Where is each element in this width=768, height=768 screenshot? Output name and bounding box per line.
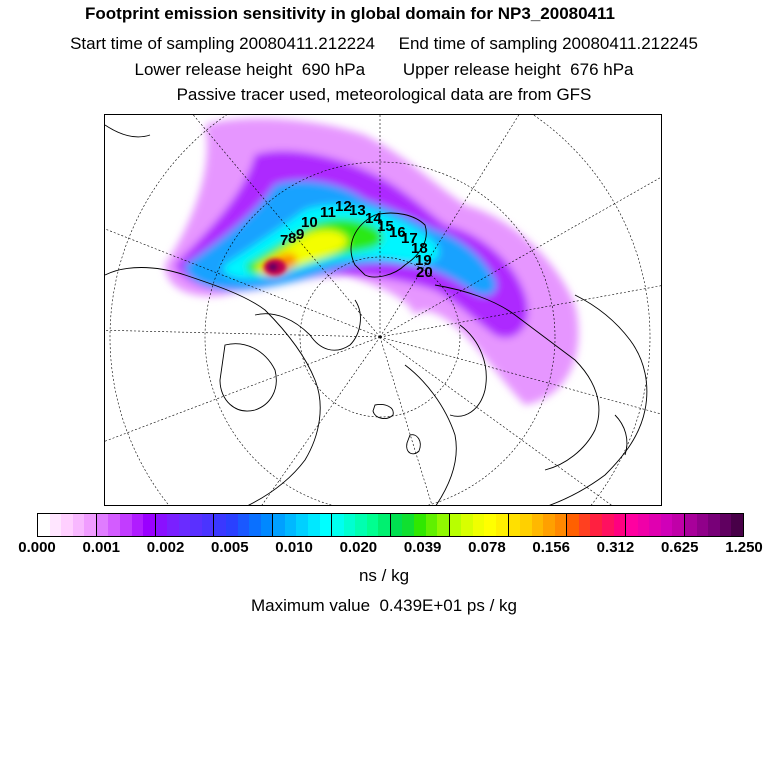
meridian — [105, 337, 380, 445]
colorbar-cell — [202, 514, 214, 536]
coast-alaska — [105, 125, 150, 137]
colorbar-cell — [461, 514, 473, 536]
colorbar-tick-label: 0.020 — [339, 539, 378, 556]
coast-japan — [615, 415, 627, 455]
colorbar-tick-label: 0.000 — [18, 539, 56, 556]
colorbar-cell — [167, 514, 179, 536]
trajectory-label: 10 — [301, 214, 318, 231]
colorbar-cell — [684, 514, 697, 536]
colorbar-cell — [261, 514, 273, 536]
trajectory-label: 7 — [280, 232, 289, 249]
colorbar-cell — [50, 514, 62, 536]
coast-canada-islands — [255, 300, 360, 350]
trajectory-label: 8 — [288, 230, 297, 247]
colorbar-tick-label: 0.078 — [468, 539, 506, 556]
colorbar-cell — [238, 514, 250, 536]
colorbar-cell — [84, 514, 96, 536]
sampling-time-line: Start time of sampling 20080411.212224 End time of sampling 20080411.212245 — [70, 34, 698, 53]
colorbar-cell — [543, 514, 555, 536]
trajectory-label: 18 — [411, 240, 428, 257]
maximum-value: Maximum value 0.439E+01 ps / kg — [251, 596, 517, 615]
colorbar-cell — [355, 514, 367, 536]
colorbar-cell — [378, 514, 390, 536]
colorbar-tick-label: 0.010 — [275, 539, 313, 556]
colorbar-units: ns / kg — [358, 566, 410, 585]
colorbar-tick-label: 0.005 — [211, 539, 249, 556]
trajectory-label: 11 — [320, 204, 336, 221]
colorbar-cell — [555, 514, 567, 536]
trajectory-label: 20 — [416, 264, 433, 281]
colorbar-cell — [73, 514, 85, 536]
footprint-map — [104, 114, 662, 506]
colorbar-ticks — [0, 537, 768, 561]
colorbar-cell — [61, 514, 73, 536]
colorbar-cell — [625, 514, 638, 536]
trajectory-label: 13 — [349, 202, 366, 219]
colorbar-cell — [602, 514, 614, 536]
colorbar-cell — [402, 514, 414, 536]
colorbar-cell — [96, 514, 109, 536]
colorbar-cell — [579, 514, 591, 536]
colorbar-cell — [708, 514, 720, 536]
colorbar-cell — [638, 514, 650, 536]
colorbar-cell — [344, 514, 356, 536]
coast-north-america — [105, 268, 320, 507]
colorbar-cell — [731, 514, 743, 536]
sensitivity-field — [165, 118, 578, 405]
colorbar-tick-label: 0.039 — [403, 539, 442, 556]
colorbar-cell — [320, 514, 332, 536]
colorbar-tick-label: 0.002 — [146, 539, 185, 556]
colorbar-cell — [449, 514, 462, 536]
colorbar-cell — [390, 514, 403, 536]
coast-europe — [405, 365, 456, 506]
colorbar-tick-label: 0.625 — [660, 539, 699, 556]
meridian — [380, 337, 435, 506]
colorbar-cell — [249, 514, 261, 536]
colorbar — [37, 513, 744, 537]
coast-uk — [407, 435, 421, 454]
field-peak-core — [268, 263, 278, 271]
colorbar-cell — [508, 514, 521, 536]
colorbar-cell — [108, 514, 120, 536]
colorbar-cell — [331, 514, 344, 536]
coast-iceland — [373, 404, 393, 418]
colorbar-cell — [426, 514, 438, 536]
colorbar-tick-label: 1.250 — [725, 539, 763, 556]
colorbar-cell — [614, 514, 626, 536]
colorbar-cell — [132, 514, 144, 536]
colorbar-cell — [720, 514, 732, 536]
coast-hudson-bay — [220, 344, 276, 411]
colorbar-cell — [520, 514, 532, 536]
colorbar-cell — [367, 514, 379, 536]
colorbar-cell — [120, 514, 132, 536]
map-canvas — [105, 115, 662, 506]
colorbar-cell — [213, 514, 226, 536]
colorbar-cell — [473, 514, 485, 536]
colorbar-cell — [437, 514, 449, 536]
trajectory-label: 15 — [377, 218, 394, 235]
trajectory-label: 16 — [389, 224, 406, 241]
meridian — [255, 337, 380, 506]
colorbar-cell — [296, 514, 308, 536]
colorbar-cell — [672, 514, 684, 536]
colorbar-tick-label: 0.156 — [532, 539, 570, 556]
tracer-info-line: Passive tracer used, meteorological data are from GFS — [176, 85, 592, 104]
colorbar-cell — [38, 514, 50, 536]
colorbar-cell — [566, 514, 579, 536]
colorbar-tick-label: 0.001 — [82, 539, 121, 556]
colorbar-cell — [143, 514, 155, 536]
colorbar-cell — [308, 514, 320, 536]
colorbar-cell — [190, 514, 202, 536]
colorbar-cell — [532, 514, 544, 536]
colorbar-cell — [414, 514, 426, 536]
trajectory-label: 14 — [365, 210, 382, 227]
trajectory-label: 9 — [296, 226, 305, 243]
colorbar-cell — [272, 514, 285, 536]
colorbar-cell — [155, 514, 168, 536]
colorbar-cell — [649, 514, 661, 536]
colorbar-cell — [496, 514, 508, 536]
colorbar-cell — [590, 514, 602, 536]
colorbar-cell — [285, 514, 297, 536]
colorbar-cell — [179, 514, 191, 536]
colorbar-cell — [697, 514, 709, 536]
trajectory-label: 19 — [415, 252, 432, 269]
colorbar-cell — [484, 514, 496, 536]
trajectory-label: 12 — [335, 198, 352, 215]
plot-title: Footprint emission sensitivity in global domain for NP3_20080411 — [85, 4, 615, 23]
release-height-line: Lower release height 690 hPa Upper release height 676 hPa — [134, 60, 634, 79]
trajectory-label: 17 — [401, 230, 418, 247]
colorbar-cell — [226, 514, 238, 536]
colorbar-cell — [661, 514, 673, 536]
colorbar-tick-label: 0.312 — [596, 539, 635, 556]
meridian — [105, 330, 380, 337]
